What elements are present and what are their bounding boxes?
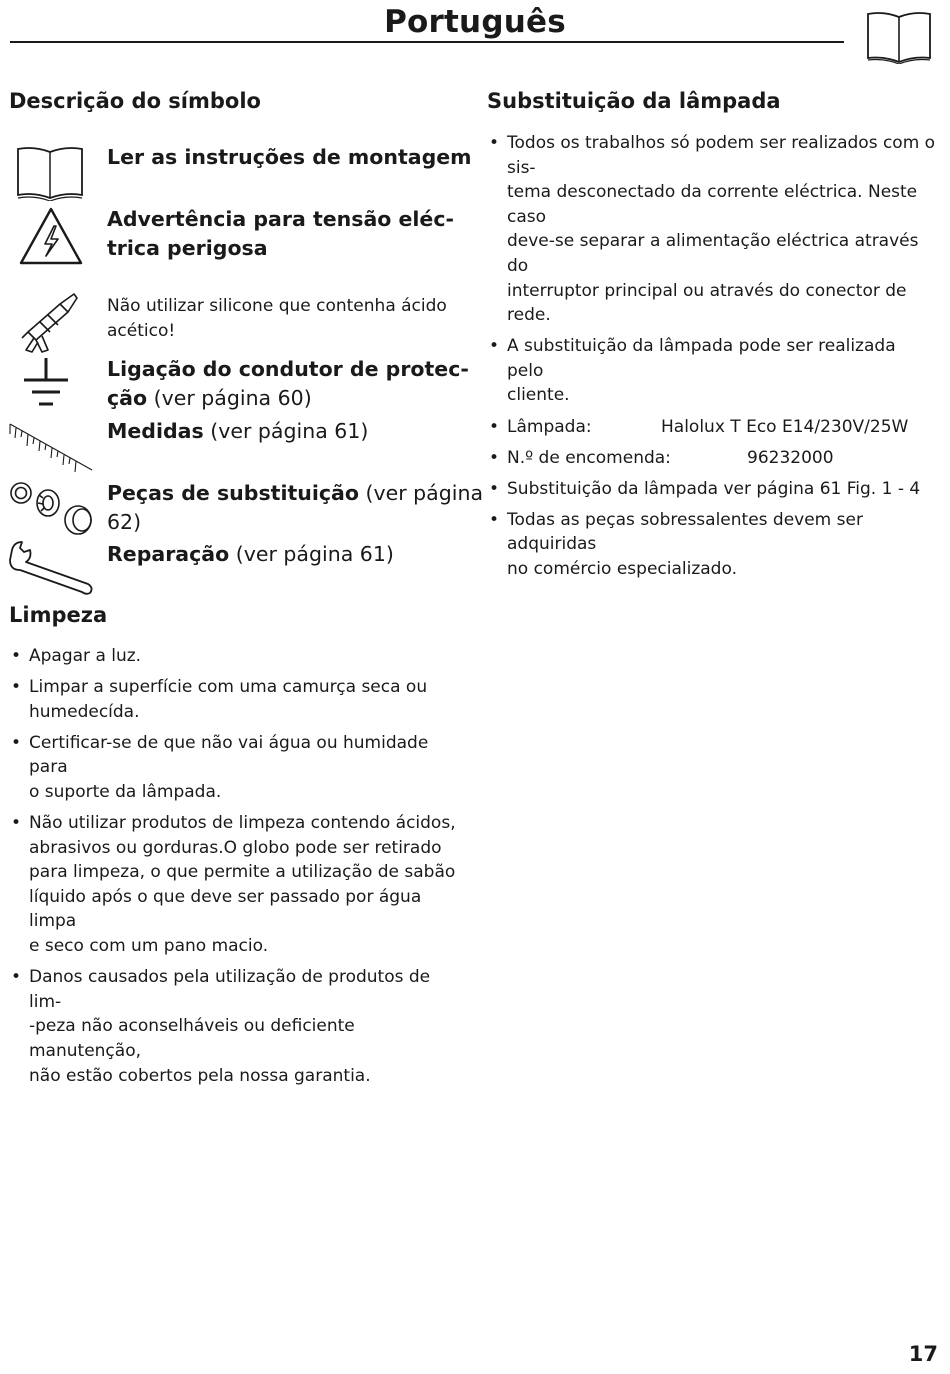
list-item-line: interruptor principal ou através do conector de rede. xyxy=(507,280,907,326)
list-item-line: cliente. xyxy=(507,385,570,406)
read-instructions-label: Ler as instruções de montagem xyxy=(107,145,472,169)
high-voltage-warning-icon xyxy=(18,206,84,266)
list-item-line: humedecída. xyxy=(29,701,140,722)
list-item-line: tema desconectado da corrente eléctrica. Neste caso xyxy=(507,182,918,227)
list-item-line: • Danos causados pela utilização de produtos de lim- xyxy=(29,967,431,1012)
list-item-line: • Limpar a superfície com uma camurça seca ou xyxy=(29,677,428,698)
list-item-line: líquido após o que deve ser passado por água limpa xyxy=(29,886,422,932)
list-item-line: -peza não aconselháveis ou deficiente manutenção, xyxy=(29,1016,355,1061)
order-number-label: N.º de encomenda: xyxy=(507,447,671,468)
list-item xyxy=(9,965,464,1088)
list-item-line: • Não utilizar produtos de limpeza contendo ácidos, xyxy=(29,813,456,834)
spare-parts-label: Peças de substituição (ver página 62) xyxy=(107,481,484,534)
page-number: 17 xyxy=(908,1342,938,1366)
list-item-line: • Todos os trabalhos só podem ser realizados com o sis- xyxy=(507,133,936,178)
wrench-icon xyxy=(8,540,94,596)
page-title: Português xyxy=(384,4,566,40)
list-item: • Substituição da lâmpada ver página 61 Fig. 1 - 4 xyxy=(487,477,937,502)
open-book-icon xyxy=(866,10,932,64)
list-item xyxy=(9,811,464,959)
ruler-icon xyxy=(8,420,94,476)
symbols-heading: Descrição do símbolo xyxy=(9,89,261,113)
order-number-value: 96232000 xyxy=(747,447,834,468)
list-item-line: deve-se separar a alimentação eléctrica através do xyxy=(507,231,919,276)
cleaning-heading: Limpeza xyxy=(9,603,108,627)
list-item-line: • A substituição da lâmpada pode ser realizada pelo xyxy=(507,336,896,381)
list-item-line: e seco com um pano macio. xyxy=(29,936,269,957)
list-item xyxy=(9,731,464,805)
lamp-type-value: Halolux T Eco E14/230V/25W xyxy=(661,416,909,437)
list-item xyxy=(9,675,464,724)
list-item-line: • Todas as peças sobressalentes devem ser adquiridas xyxy=(507,509,863,555)
lamp-replacement-list xyxy=(487,131,937,588)
list-item-line: • Certificar-se de que não vai água ou humidade para xyxy=(29,732,429,778)
list-item-line: o suporte da lâmpada. xyxy=(29,781,222,802)
repair-label: Reparação (ver página 61) xyxy=(107,542,394,566)
list-item-line: • Apagar a luz. xyxy=(29,646,142,666)
title-divider xyxy=(10,41,844,43)
list-item-line: no comércio especializado. xyxy=(507,559,737,579)
ground-label: Ligação do condutor de protec- ção (ver página 60) xyxy=(107,357,469,410)
cleaning-list xyxy=(9,644,464,1095)
silicone-warning-text: Não utilizar silicone que contenha ácido acético! xyxy=(107,296,447,341)
voltage-warning-label: Advertência para tensão eléc- trica perigosa xyxy=(107,207,454,260)
list-item-line: não estão cobertos pela nossa garantia. xyxy=(29,1065,371,1086)
lamp-type-label: Lâmpada: xyxy=(507,416,592,437)
lamp-replacement-heading: Substituição da lâmpada xyxy=(487,89,781,113)
measures-label: Medidas (ver página 61) xyxy=(107,419,369,443)
list-item xyxy=(487,131,937,328)
list-item xyxy=(487,508,937,582)
list-item xyxy=(487,446,937,471)
list-item xyxy=(487,415,937,440)
list-item-line: abrasivos ou gorduras.O globo pode ser retirado xyxy=(29,837,442,858)
spare-parts-icon xyxy=(8,478,94,536)
list-item-line: para limpeza, o que permite a utilização de sabão xyxy=(29,862,456,883)
ground-icon xyxy=(22,356,70,412)
silicone-gun-icon xyxy=(14,292,82,354)
open-book-icon xyxy=(16,145,84,201)
list-item xyxy=(487,334,937,408)
list-item xyxy=(9,644,464,669)
